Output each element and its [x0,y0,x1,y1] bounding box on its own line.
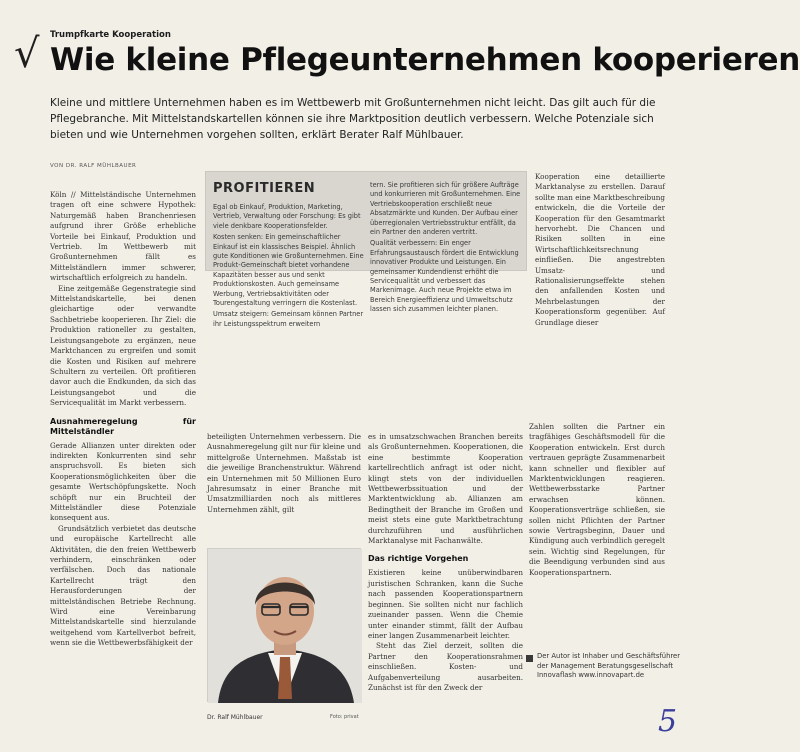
paragraph: Eine zeitgemäße Gegenstrategie sind Mittelstandskartelle, bei denen gleichartige oder verwandte Sachbetriebe kooperieren. Ihr Ziel: die Produktion rationeller zu gestalten, Leistungsangebote zu ergänzen, neue Marktchancen zu ergreifen und somit die Kosten und Risiken auf mehrere Schultern zu verteilen. Oft profitieren davor auch die Endkunden, da sich das Leistungsangebot und die Servicequalität im Markt verbessern. [50,283,196,408]
subheading: Ausnahmeregelung für Mittelständler [50,416,196,436]
photo-credit: Foto: privat [330,714,359,720]
paragraph: Steht das Ziel derzeit, sollten die Partner den Kooperationsrahmen einschließen. Kosten- und Aufgabenverteilung ausarbeiten. Zunächst ist für den Zweck der [368,641,523,692]
article-column-2 [207,432,361,532]
paragraph: Zahlen sollten die Partner ein tragfähiges Geschäftsmodell für die Kooperation entwickeln. Erst durch vertrauen geprägte Zusammenarbeit kann schneller und flexibler auf Marktentwicklungen reagieren. Wettbewerbsstarke Partner erwachsen können. Kooperationsverträge schließen, sie sollen nicht Pflichten der Partner sowie Vertragsbeginn, Dauer und Kündigung auch verbindlich geregelt sein. Wichtig sind Regelungen, für die Beendigung verbunden sind aus Kooperationspartnern. [529,422,665,577]
paragraph: Existieren keine unüberwindbaren juristischen Schranken, kann die Suche nach passenden Kooperationspartnern beginnen. Sie sollten nicht nur fachlich zueinander passen. Wenn die Chemie unter einander stimmt, fällt der Aufbau einer langen Zusammenarbeit leichter. [368,568,523,640]
photo-caption: Dr. Ralf Mühlbauer [207,714,263,721]
checkmark-icon: √ [14,31,40,77]
lead-paragraph: Kleine und mittlere Unternehmen haben es im Wettbewerb mit Großunternehmen nicht leicht. Das gilt auch für die Pflegebranche. Mit Mittelstandskartellen können sie ihre Marktposition deutlich verbessern. Welche Potenziale sich bieten und wie Unternehmen vorgehen sollten, erklärt Berater Ralf Mühlbauer. [50,97,656,141]
author-photo [207,548,361,702]
paragraph: Gerade Allianzen unter direkten oder indirekten Konkurrenten sind sehr anspruchsvoll. Es bieten sich Kooperationsmöglichkeiten über die gesamte Wertschöpfungskette. Noch schöpft nur ein Bruchteil der Mittelständler diese Potenziale konsequent aus. [50,440,196,523]
bullet-square-icon [526,655,533,662]
info-box-title: PROFITIEREN [213,181,316,196]
paragraph: Umsatz steigern: Gemeinsam können Partner ihr Leistungsspektrum erweitern [213,310,364,328]
paragraph: Egal ob Einkauf, Produktion, Marketing, Vertrieb, Verwaltung oder Forschung: Es gibt viele denkbare Kooperationsfelder. [213,203,361,230]
portrait-illustration [208,549,362,703]
byline: VON DR. RALF MÜHLBAUER [50,163,137,169]
article-column-3 [368,432,523,737]
subheading: Das richtige Vorgehen [368,554,469,564]
paragraph: beteiligten Unternehmen verbessern. Die Ausnahmeregelung gilt nur für kleine und mittelgroße Unternehmen. Maßstab ist die jeweilige Branchenstruktur. Während ein Unternehmen mit 50 Millionen Euro Jahresumsatz in einer Branche mit Umsatzmilliarden noch als mittleres Unternehmen zählt, gilt [207,432,361,514]
article-column-1 [50,190,196,740]
paragraph: Grundsätzlich verbietet das deutsche und europäische Kartellrecht alle Aktivitäten, die den freien Wettbewerb verhindern, einschränken oder verfälschen. Doch das nationale Kartellrecht trägt den Herausforderungen der mittelständischen Betriebe Rechnung. Wird eine Vereinbarung Mittelstandskartelle sind hierzulande weitgehend vom Kartellverbot befreit, wenn sie die Wettbewerbsfähigkeit der [50,523,196,648]
paragraph: Qualität verbessern: Ein enger Erfahrungsaustausch fördert die Entwicklung innovativer Produkte und Leistungen. Ein gemeinsamer Kundendienst erhöht die Servicequalität und verbessert das Markenimage. Auch neue Projekte etwa im Bereich Energieeffizienz und Umweltschutz lassen sich zusammen leichter planen. [370,239,519,314]
paragraph: Kosten senken: Ein gemeinschaftlicher Einkauf ist ein klassisches Beispiel. Ähnlich gute Konditionen wie Großunternehmen. Eine Produkt-Gemeinschaft bietet vorhandene Kapazitäten besser aus und senkt Produktionskosten. Auch gemeinsame Werbung, Vertriebsaktivitäten oder Tourengestaltung verringern die Kostenlast. [213,233,364,308]
headline: Wie kleine Pflegeunternehmen kooperieren [50,42,800,78]
article-column-4-top [535,172,665,422]
info-box-column-1 [213,203,365,328]
page-number: 5 [658,704,678,739]
paragraph: es in umsatzschwachen Branchen bereits als Großunternehmen. Kooperationen, die eine bestimmte Kooperation kartellrechtlich anfragt ist oder nicht, klingt stets von der individuellen Wettbewerbssituation und der Marktentwicklung ab. Allianzen am Bedingtheit der Branche im Großen und meist stets eine gute Marktbetrachtung durchzuführen und ausführlichen Marktanalyse mit Fachanwälte. [368,432,523,546]
info-box-column-2 [370,181,522,314]
paragraph: tern. Sie profitieren sich für größere Aufträge und konkurrieren mit Großunternehmen. Eine Vertriebskooperation erschließt neue Absatzmärkte und Kunden. Der Aufbau einer überregionalen Vertriebsstruktur entfällt, da ein Partner den anderen vertritt. [370,181,521,237]
author-bio: Der Autor ist Inhaber und Geschäftsführer der Management Beratungsgesellschaft Innovaflash www.innovapart.de [537,652,680,679]
paragraph: Kooperation eine detaillierte Marktanalyse zu erstellen. Darauf sollte man eine Marktbeschreibung entwickeln, die die Vorteile der Kooperation für den Gesamtmarkt hervorhebt. Die Chancen und Risiken sollten in eine Wirtschaftlichkeitsrechnung einfließen. Die angestrebten Umsatz- und Rationalisierungseffekte stehen den anfallenden Kosten und Mehrbelastungen der Kooperationsform gegenüber. Auf Grundlage dieser [535,172,665,327]
paragraph: Köln // Mittelständische Unternehmen tragen oft eine schwere Hypothek: Naturgemäß haben Branchenriesen aufgrund ihrer Größe erhebliche Vorteile bei Einkauf, Produktion und Vertrieb. Im Wettbewerb mit Großunternehmen fällt es Mittelständlern immer schwerer, wirtschaftlich erfolgreich zu handeln. [50,190,196,283]
kicker: Trumpfkarte Kooperation [50,30,171,40]
article-column-4-bottom [529,422,665,648]
